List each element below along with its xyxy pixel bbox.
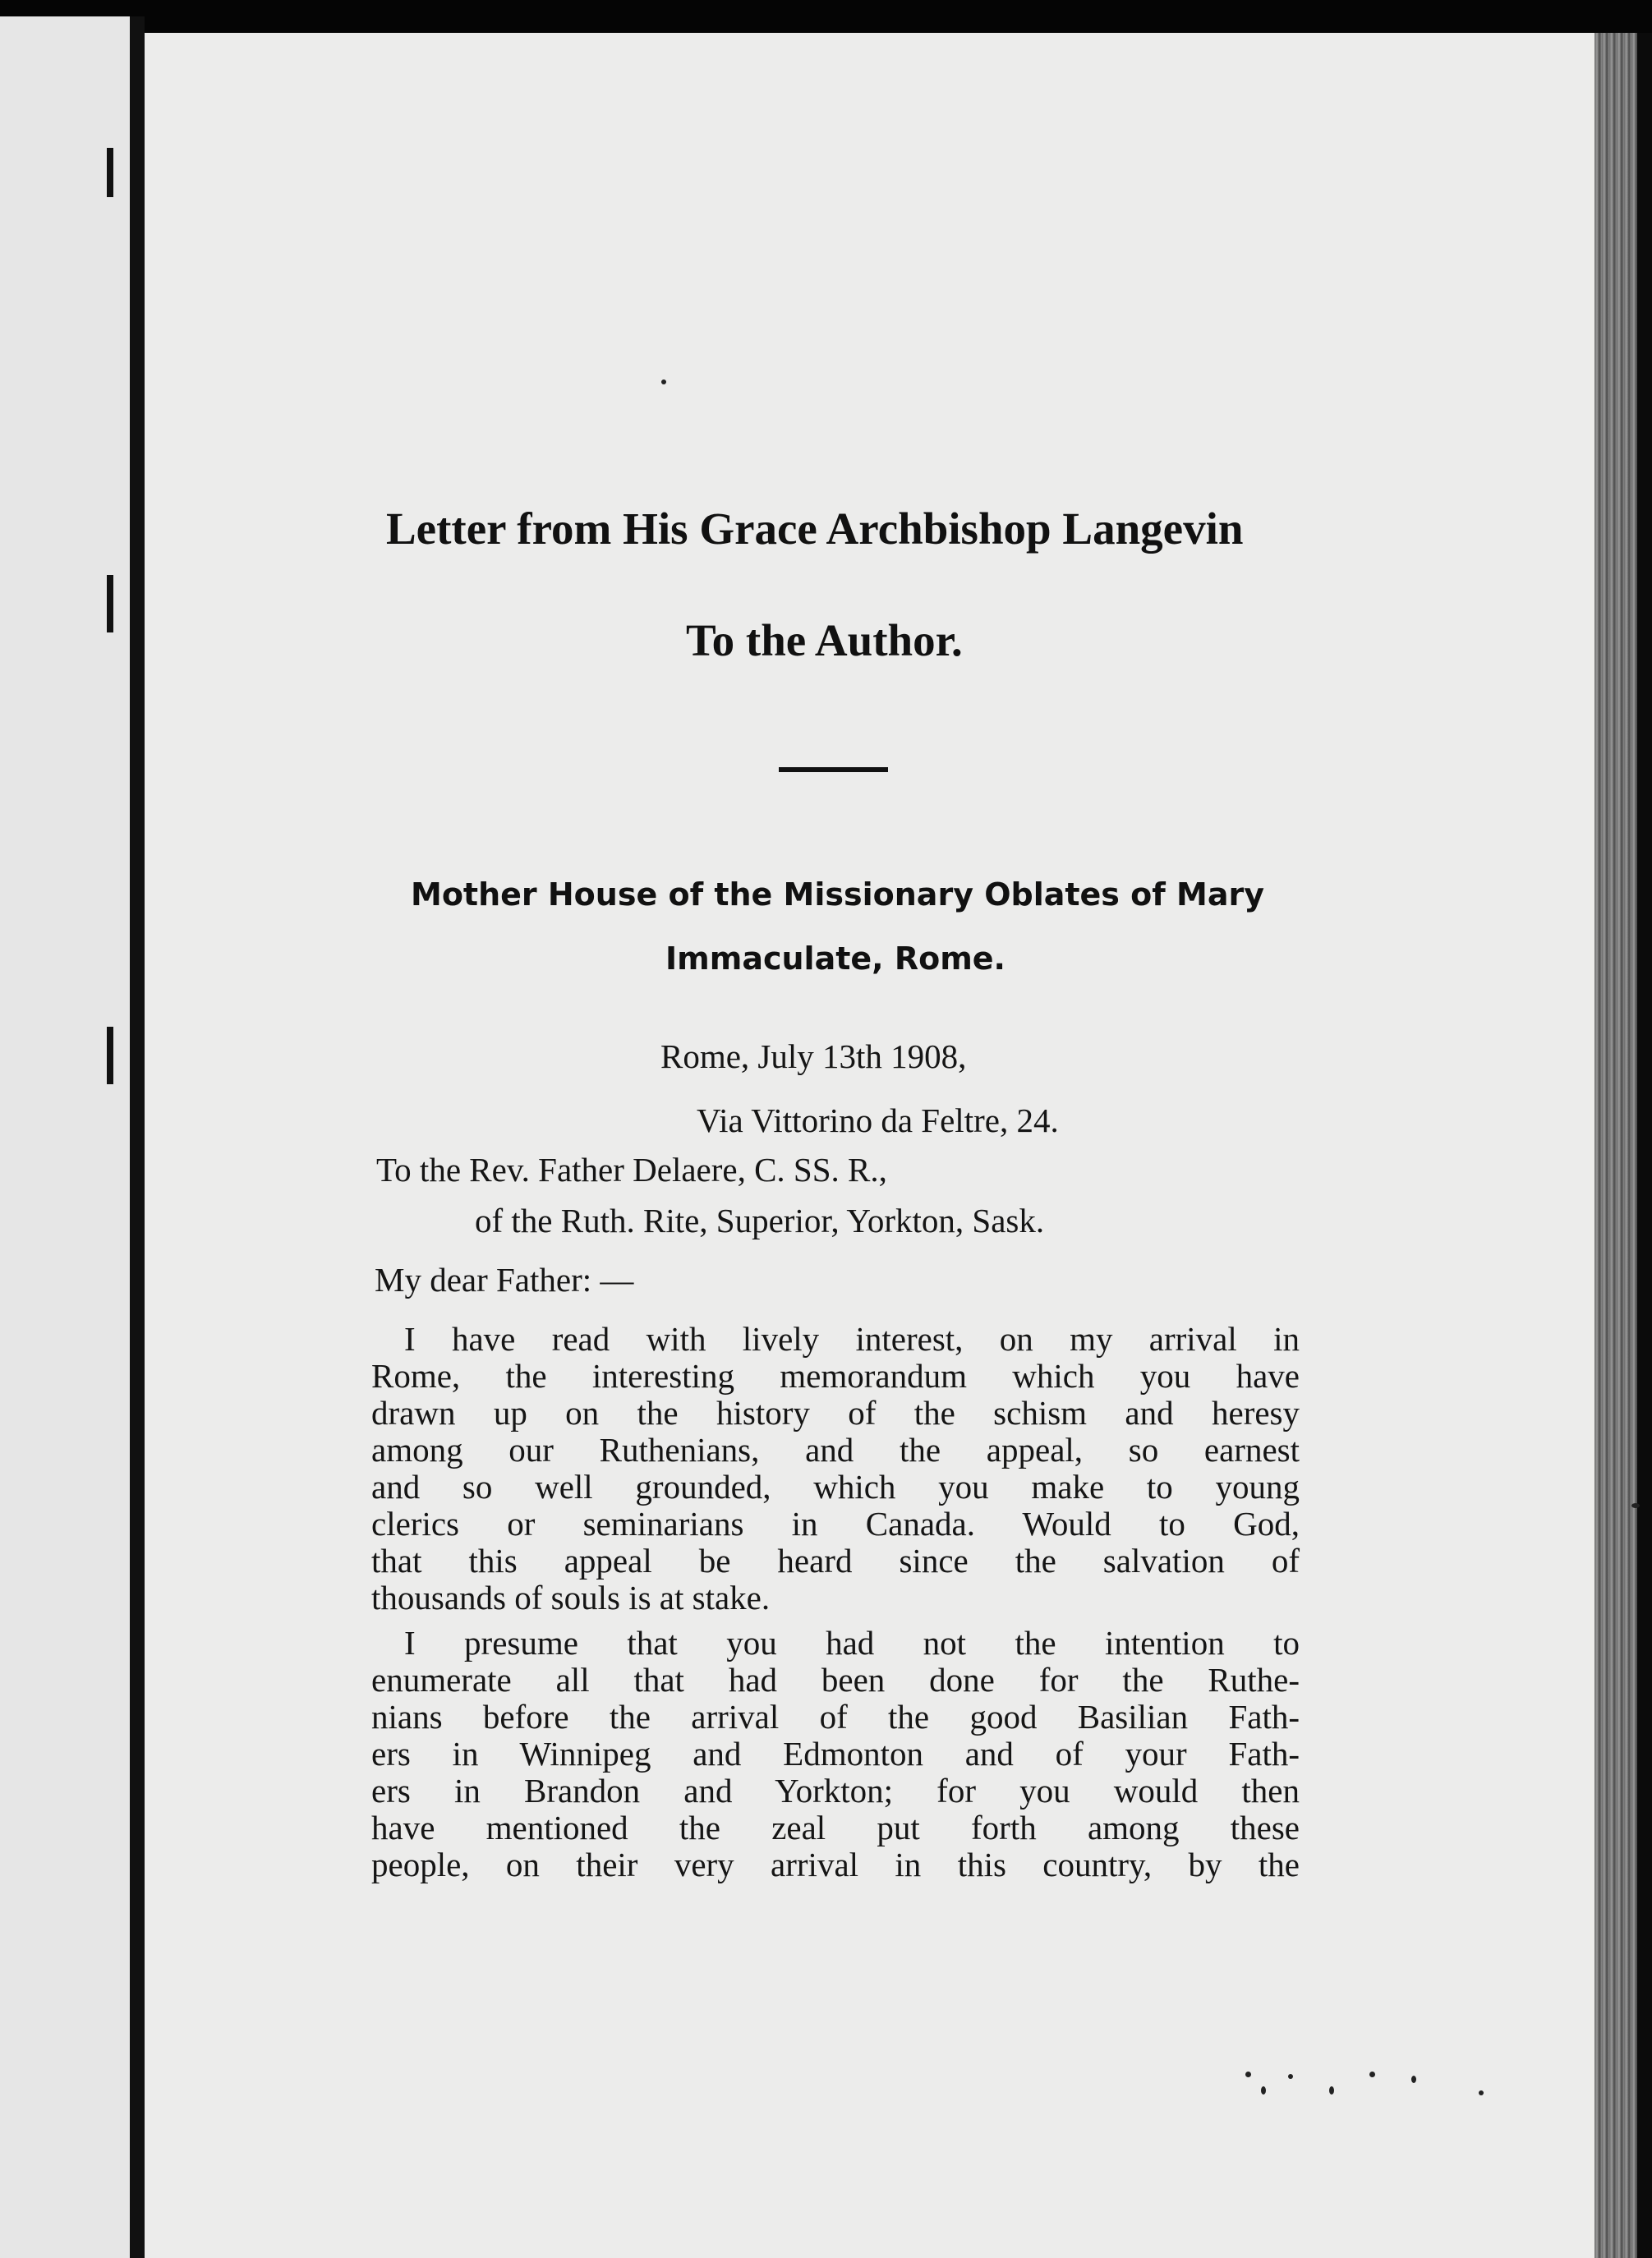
body-line: Rome, the interesting memorandum which you have xyxy=(371,1357,1300,1395)
scan-speck xyxy=(1329,2086,1334,2095)
binding-mark xyxy=(107,148,113,197)
letter-subtitle: To the Author. xyxy=(686,615,963,665)
addressee-line-1: To the Rev. Father Delaere, C. SS. R., xyxy=(376,1151,887,1189)
body-line: enumerate all that had been done for the Ruthe- xyxy=(371,1661,1300,1699)
facing-page-edge xyxy=(0,16,130,2258)
divider-rule xyxy=(779,767,888,772)
addressee-line-2: of the Ruth. Rite, Superior, Yorkton, Sask. xyxy=(475,1202,1045,1239)
scan-speck xyxy=(1369,2072,1375,2077)
institution-line-1: Mother House of the Missionary Oblates of Mary xyxy=(411,876,1264,913)
body-line: that this appeal be heard since the salvation of xyxy=(371,1542,1300,1580)
body-line: clerics or seminarians in Canada. Would to God, xyxy=(371,1505,1300,1543)
scan-speck xyxy=(1245,2072,1251,2077)
body-line: ers in Brandon and Yorkton; for you would then xyxy=(371,1772,1300,1810)
body-line: I have read with lively interest, on my arrival in xyxy=(404,1320,1300,1358)
page-stack-edge xyxy=(1594,33,1637,2258)
scan-speck xyxy=(1288,2074,1293,2079)
scan-speck xyxy=(1631,1503,1640,1508)
salutation: My dear Father: — xyxy=(375,1261,634,1299)
dateline-address: Via Vittorino da Feltre, 24. xyxy=(697,1101,1059,1139)
book-spine xyxy=(130,16,145,2258)
scan-speck xyxy=(661,379,666,384)
body-line: drawn up on the history of the schism and heresy xyxy=(371,1394,1300,1432)
body-line: among our Ruthenians, and the appeal, so earnest xyxy=(371,1431,1300,1469)
body-line: and so well grounded, which you make to young xyxy=(371,1468,1300,1506)
scan-speck xyxy=(1261,2086,1266,2095)
body-line: ers in Winnipeg and Edmonton and of your Fath- xyxy=(371,1735,1300,1773)
scan-border xyxy=(1637,33,1652,2258)
body-line: I presume that you had not the intention to xyxy=(404,1624,1300,1662)
binding-mark xyxy=(107,575,113,632)
scan-speck xyxy=(1411,2076,1416,2083)
dateline-date: Rome, July 13th 1908, xyxy=(660,1037,967,1075)
institution-line-2: Immaculate, Rome. xyxy=(665,940,1005,977)
document-page xyxy=(145,33,1594,2258)
body-line: people, on their very arrival in this country, by the xyxy=(371,1846,1300,1883)
body-line: nians before the arrival of the good Basilian Fath- xyxy=(371,1698,1300,1736)
letter-title: Letter from His Grace Archbishop Langevin xyxy=(386,504,1244,554)
body-line: thousands of souls is at stake. xyxy=(371,1579,771,1616)
body-line: have mentioned the zeal put forth among these xyxy=(371,1809,1300,1846)
scan-speck xyxy=(1479,2090,1484,2095)
binding-mark xyxy=(107,1027,113,1084)
